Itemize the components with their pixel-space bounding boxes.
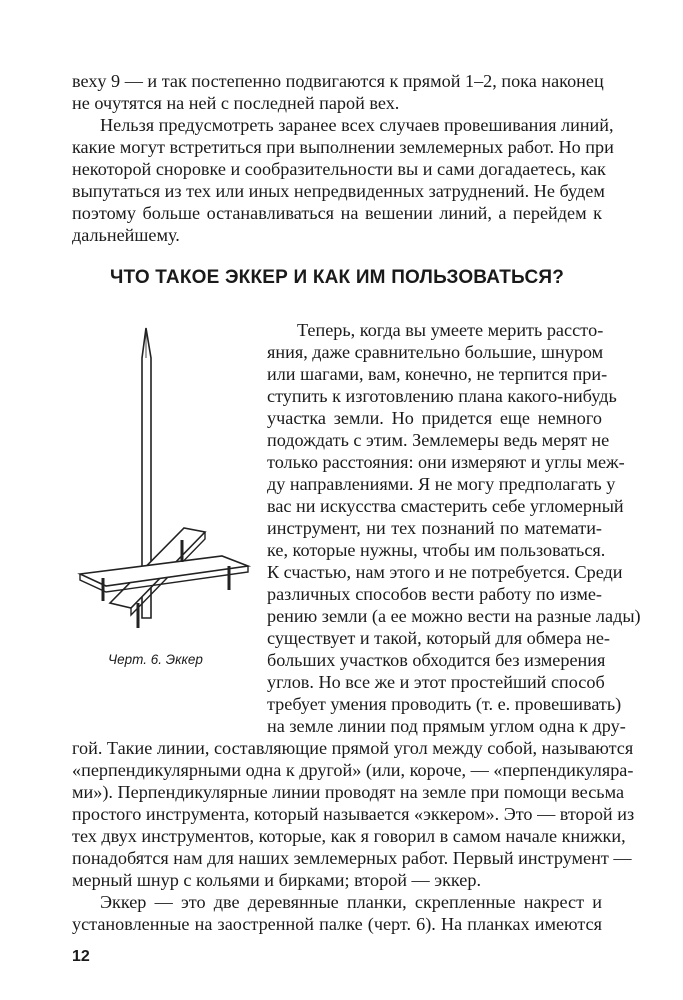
body-text-line: установленные на заостренной палке (черт. 6). На планках имеются — [72, 914, 602, 934]
body-text-line: К счастью, нам этого и не потребуется. Среди — [267, 562, 623, 582]
body-text-line: инструмент, ни тех познаний по математи- — [267, 518, 602, 538]
body-text-line: поэтому больше останавливаться на вешении линий, а перейдем к — [72, 203, 602, 223]
body-text-line: требует умения проводить (т. е. провешивать) — [267, 694, 622, 714]
body-text-line: различных способов вести работу по изме- — [267, 584, 602, 604]
body-text-line: Эккер — это две деревянные планки, скрепленные накрест и — [100, 892, 602, 912]
body-text-line: участка земли. Но придется еще немного — [267, 408, 602, 428]
section-heading: ЧТО ТАКОЕ ЭККЕР И КАК ИМ ПОЛЬЗОВАТЬСЯ? — [109, 267, 565, 288]
body-text-line: понадобятся нам для наших землемерных работ. Первый инструмент — — [72, 848, 632, 868]
body-text-line: «перпендикулярными одна к другой» (или, короче, — «перпендикуляра- — [72, 760, 634, 780]
body-text-line: подождать с этим. Землемеры ведь мерят не — [267, 430, 610, 450]
body-text-line: яния, даже сравнительно большие, шнуром — [267, 342, 604, 362]
body-text-line: Нельзя предусмотреть заранее всех случаев провешивания линий, — [100, 115, 614, 135]
body-text-line: углов. Но все же и этот простейший способ — [267, 672, 605, 692]
body-text-line: ду направлениями. Я не могу предполагать у — [267, 474, 616, 494]
body-text-line: вехy 9 — и так постепенно подвигаются к прямой 1–2, пока наконец — [72, 71, 604, 91]
body-text-line: тех двух инструментов, которые, как я говорил в самом начале книжки, — [72, 826, 626, 846]
body-text-line: ми»). Перпендикулярные линии проводят на земле при помощи весьма — [72, 782, 625, 802]
body-text-line: простого инструмента, который называется «эккером». Это — второй из — [72, 804, 635, 824]
figure-caption: Черт. 6. Эккер — [108, 652, 203, 667]
body-text-line: некоторой сноровке и сообразительности вы и сами догадаетесь, как — [72, 159, 606, 179]
body-text-line: ке, которые нужны, чтобы им пользоваться. — [267, 540, 606, 560]
body-text-line: какие могут встретиться при выполнении землемерных работ. Но при — [72, 137, 614, 157]
body-text-line: выпутаться из тех или иных непредвиденных затруднений. Не будем — [72, 181, 605, 201]
body-text-line: на земле линии под прямым углом одна к дру- — [267, 716, 626, 736]
page-number: 12 — [72, 948, 90, 965]
body-text-line: больших участков обходится без измерения — [267, 650, 606, 670]
body-text-line: существует и такой, который для обмера не- — [267, 628, 610, 648]
body-text-line: дальнейшему. — [72, 225, 180, 245]
body-text-line: вас ни искусства смастерить себе угломерный — [267, 496, 624, 516]
body-text-line: или шагами, вам, конечно, не терпится при- — [267, 364, 608, 384]
body-text-line: гой. Такие линии, составляющие прямой угол между собой, называются — [72, 738, 634, 758]
body-text-line: Теперь, когда вы умеете мерить расстo- — [297, 320, 604, 340]
body-text-line: рению земли (а ее можно вести на разные лады) — [267, 606, 641, 626]
body-text-line: мерный шнур с кольями и бирками; второй — эккер. — [72, 870, 482, 890]
body-text-line: не очутятся на ней с последней парой вех. — [72, 93, 400, 113]
body-text-line: только расстояния: они измеряют и углы меж- — [267, 452, 625, 472]
ekker-illustration — [72, 318, 262, 648]
body-text-line: ступить к изготовлению плана какого-нибудь — [267, 386, 617, 406]
